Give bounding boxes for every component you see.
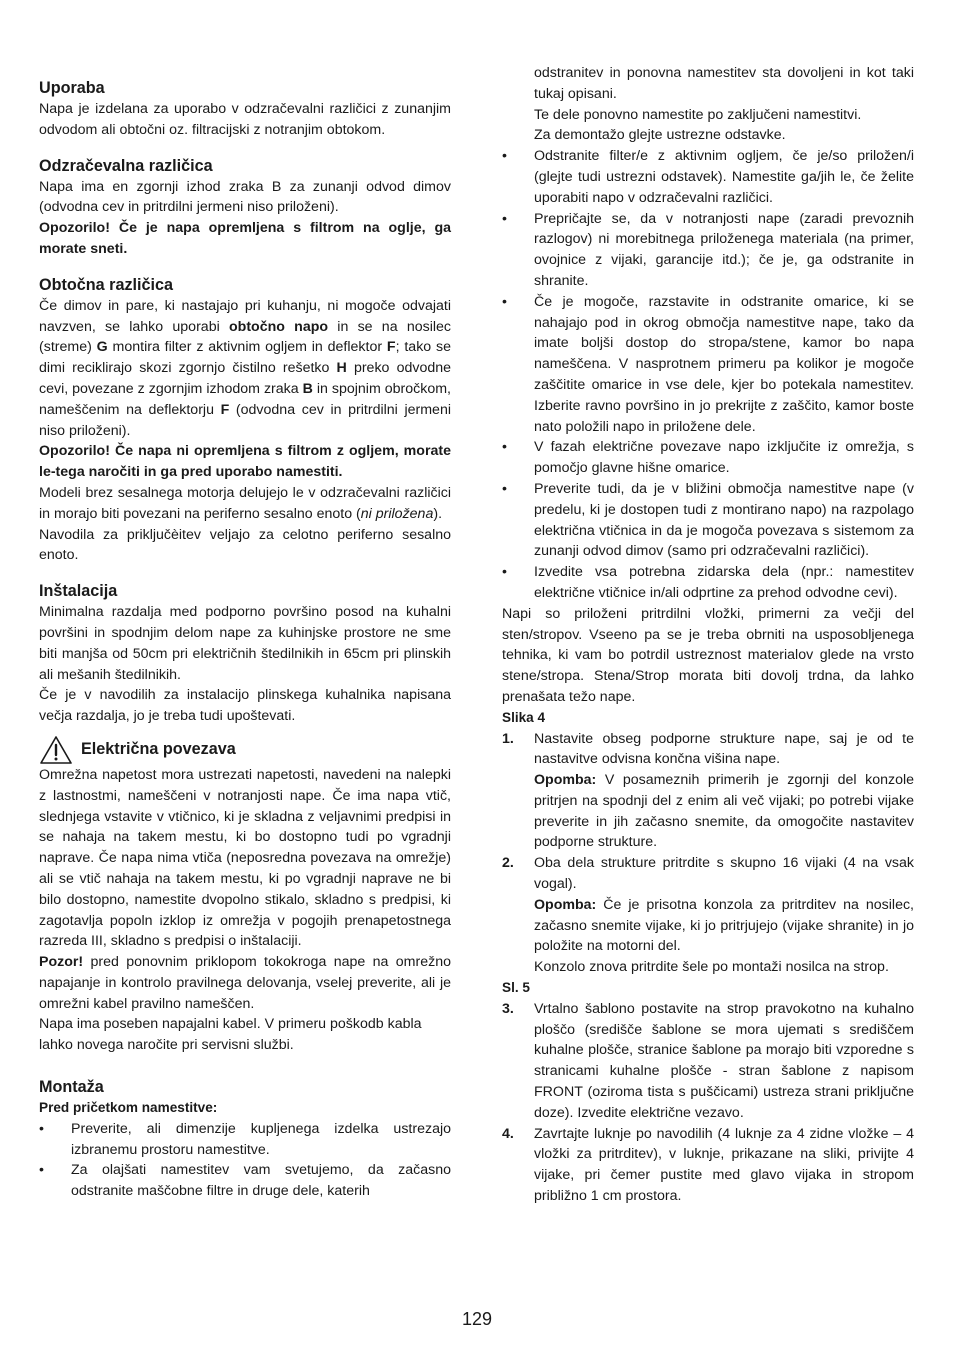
paragraph: Napa je izdelana za uporabo v odzračevalni različici z zunanjim odvodom ali obtočni oz. filtracijski z notranjim obtokom. xyxy=(39,101,451,138)
paragraph: Napa ima en zgornji izhod zraka B za zunanji odvod dimov (odvodna cev in pritrdilni jermeni niso priloženi). xyxy=(39,178,451,216)
section-title-instalacija: Inštalacija xyxy=(39,582,118,601)
paragraph: Omrežna napetost mora ustrezati napetosti, navedeni na nalepki z lastnostmi, nameščeni v notranjosti nape. Če ima napa vtič, slednjega vstavite v vtičnico, ki je skladna z veljavnimi predpisi in se nahaja na takem mestu, ki bo dostopno tudi po vgradnji naprave. Če napa nima vtiča (neposredna povezava na omrežje) ali se vtič nahaja na takem mestu, ki po vgradnji naprave ne bi bilo dostopno, namestite dvopolno stikalo, skladno s predpisi, ki zagotavlja popoln izklop iz omrežja v pogojih prenapetostnega razreda III, skladno s predpisi o inštalaciji. xyxy=(39,766,451,950)
list-item: • V fazah električne povezave napo izključite iz omrežja, s pomočjo glavne hišne omarice. xyxy=(502,439,914,477)
note: Opomba: Če je prisotna konzola za pritrditev na nosilec, začasno snemite vijake, ki jo pritrjujejo (vijake shranite) in jo položite na motorni del. xyxy=(534,896,914,955)
left-column xyxy=(39,78,451,1202)
paragraph: Navodila za priključèitev veljajo za celotno periferno sesalno enoto. xyxy=(39,526,451,564)
paragraph: Napa ima poseben napajalni kabel. V primeru poškodb kabla lahko novega naročite pri servisni službi. xyxy=(39,1016,422,1054)
section-title-uporaba: Uporaba xyxy=(39,79,105,97)
section-title-obtocna: Obtočna različica xyxy=(39,275,174,294)
section-title-montaza: Montaža xyxy=(39,1078,104,1097)
section-title-elektricna: Električna povezava xyxy=(81,740,236,759)
figure-ref: Slika 4 xyxy=(502,709,546,725)
warning-triangle-icon xyxy=(39,735,73,765)
list-item: • Za olajšati namestitev vam svetujemo, da začasno odstranite maščobne filtre in druge dele, katerih xyxy=(39,1162,451,1200)
figure-ref: Sl. 5 xyxy=(502,980,530,996)
paragraph: Če je v navodilih za instalacijo plinskega kuhalnika napisana večja razdalja, jo je treba tudi upoštevati. xyxy=(39,687,451,725)
list-item: • Izvedite vsa potrebna zidarska dela (npr.: namestitev električne vtičnice in/ali odprtine za prehod odvodne cevi). xyxy=(502,564,914,601)
section-header-elektricna xyxy=(39,735,451,765)
list-item: • Odstranite filter/e z aktivnim ogljem, če je/so priložen/i (glejte tudi ustrezni odstavek). Namestite ga/jih le, če želite uporabiti napo v odzračevalni različici. xyxy=(502,148,914,206)
warning-text: Opozorilo! Če je napa opremljena s filtrom na oglje, ga morate sneti. xyxy=(39,220,451,257)
section-title-odzracevalna: Odzračevalna različica xyxy=(39,156,213,175)
note: Opomba: V posameznih primerih je zgornji del konzole pritrjen na spodnji del z enim ali več vijaki; po potrebi vijake preverite in jih začasno snemite, da omogočite nastavitev podporne strukture. xyxy=(534,772,914,851)
page-number: 129 xyxy=(461,1309,493,1329)
subtitle: Pred pričetkom namestitve: xyxy=(39,1100,218,1116)
warning-text: Opozorilo! Če napa ni opremljena s filtrom z ogljem, morate le-tega naročiti in ga pred uporabo namestiti. xyxy=(39,443,451,481)
right-column xyxy=(502,63,914,1207)
paragraph: Za demontažo glejte ustrezne odstavke. xyxy=(534,127,786,144)
step-item: 2. Oba dela strukture pritrdite s skupno 16 vijaki (4 na vsak vogal). xyxy=(502,855,914,893)
step-item: 1. Nastavite obseg podporne strukture nape, saj je od te nastavitve odvisna končna višina nape. xyxy=(502,730,914,768)
list-item: • Preverite tudi, da je v bližini območja namestitve nape (v predelu, ki je dostopen tudi z montirano napo) na razpolago električna vtičnica in da je mogoča povezava s sistemom za zunanji odvod dimov (samo pri odzračevalni različici). xyxy=(502,480,914,560)
paragraph: Napi so priloženi pritrdilni vložki, primerni za večji del sten/stropov. Vseeno pa se je treba obrniti na usposobljenega tehnika, ki vam bo potrdil ustreznost materialov glede na vrsto stene/stropa. Stena/Strop morata biti dovolj trdna, da lahko prenašata težo nape. xyxy=(502,605,914,705)
list-item: • Če je mogoče, razstavite in odstranite omarice, ki se nahajajo pod in okrog območja namestitve nape, tako da imate boljši dostop do stropa/stene, kamor bo napa nameščena. V nasprotnem primeru pa kolikor je mogoče zaščitite omarice in vse dele, kjer bo potekala namestitev. Izberite ravno površino in jo prekrijte z zaščito, kamor boste nato položili napo in priložene dele. xyxy=(502,293,914,435)
paragraph: Pozor! pred ponovnim priklopom tokokroga nape na omrežno napajanje in kontrolo pravilnega delovanja, vselej preverite, ali je omrežni kabel pravilno nameščen. xyxy=(39,954,451,1012)
list-item: • Preverite, ali dimenzije kupljenega izdelka ustrezajo izbranemu prostoru namestitve. xyxy=(39,1120,451,1158)
step-item: 4. Zavrtajte luknje po navodilih (4 luknje za 4 zidne vložke – 4 vložki za pritrditev), v luknje, prikazane na sliki, privijte 4 vijake, pri čemer pustite med glavo vijaka in stropom približno 1 cm prostora. xyxy=(502,1125,914,1205)
paragraph: Te dele ponovno namestite po zaključeni namestitvi. xyxy=(534,106,862,123)
paragraph: Če dimov in pare, ki nastajajo pri kuhanju, ni mogoče odvajati navzven, se lahko uporabi obtočno napo in se na nosilec (streme) G montira filter z aktivnim ogljem in deflektor F; tako se dimi reciklirajo skozi zgornjo čistilno rešetko H preko odvodne cevi, povezane z zgornjim izhodom zraka B in spojnim obročkom, nameščenim na deflektorju F (odvodna cev in pritrdilni jermeni niso priloženi). xyxy=(39,297,452,439)
step-item: 3. Vrtalno šablono postavite na strop pravokotno na kuhalno ploščo (središče šablone se mora ujemati s središčem kuhalne plošče, stranice šablone pa morajo biti vzporedne s stranicami kuhalne plošče - stran šablone z napisom FRONT (oziroma tista s puščicami) ustreza strani priključne doze). Izvedite električne vezavo. xyxy=(502,1000,914,1121)
paragraph: Minimalna razdalja med podporno površino posod na kuhalni površini in spodnjim delom nape za kuhinjske prostore ne sme biti manjša od 50cm pri električnih štedilnikih in 65cm pri plinskih ali mešanih štedilnikih. xyxy=(39,604,451,683)
paragraph: Konzolo znova pritrdite šele po montaži nosilca na strop. xyxy=(534,959,889,976)
list-item: • Prepričajte se, da v notranjosti nape (zaradi prevoznih razlogov) ni morebitnega priloženega materiala (na primer, ovojnice z vijaki, garancije itd.); če je, ga odstranite in shranite. xyxy=(502,210,914,289)
paragraph: Modeli brez sesalnega motorja delujejo le v odzračevalni različici in morajo biti povezani na periferno sesalno enoto (ni priložena). xyxy=(39,484,451,522)
paragraph: odstranitev in ponovna namestitev sta dovoljeni in kot taki tukaj opisani. xyxy=(534,65,914,102)
